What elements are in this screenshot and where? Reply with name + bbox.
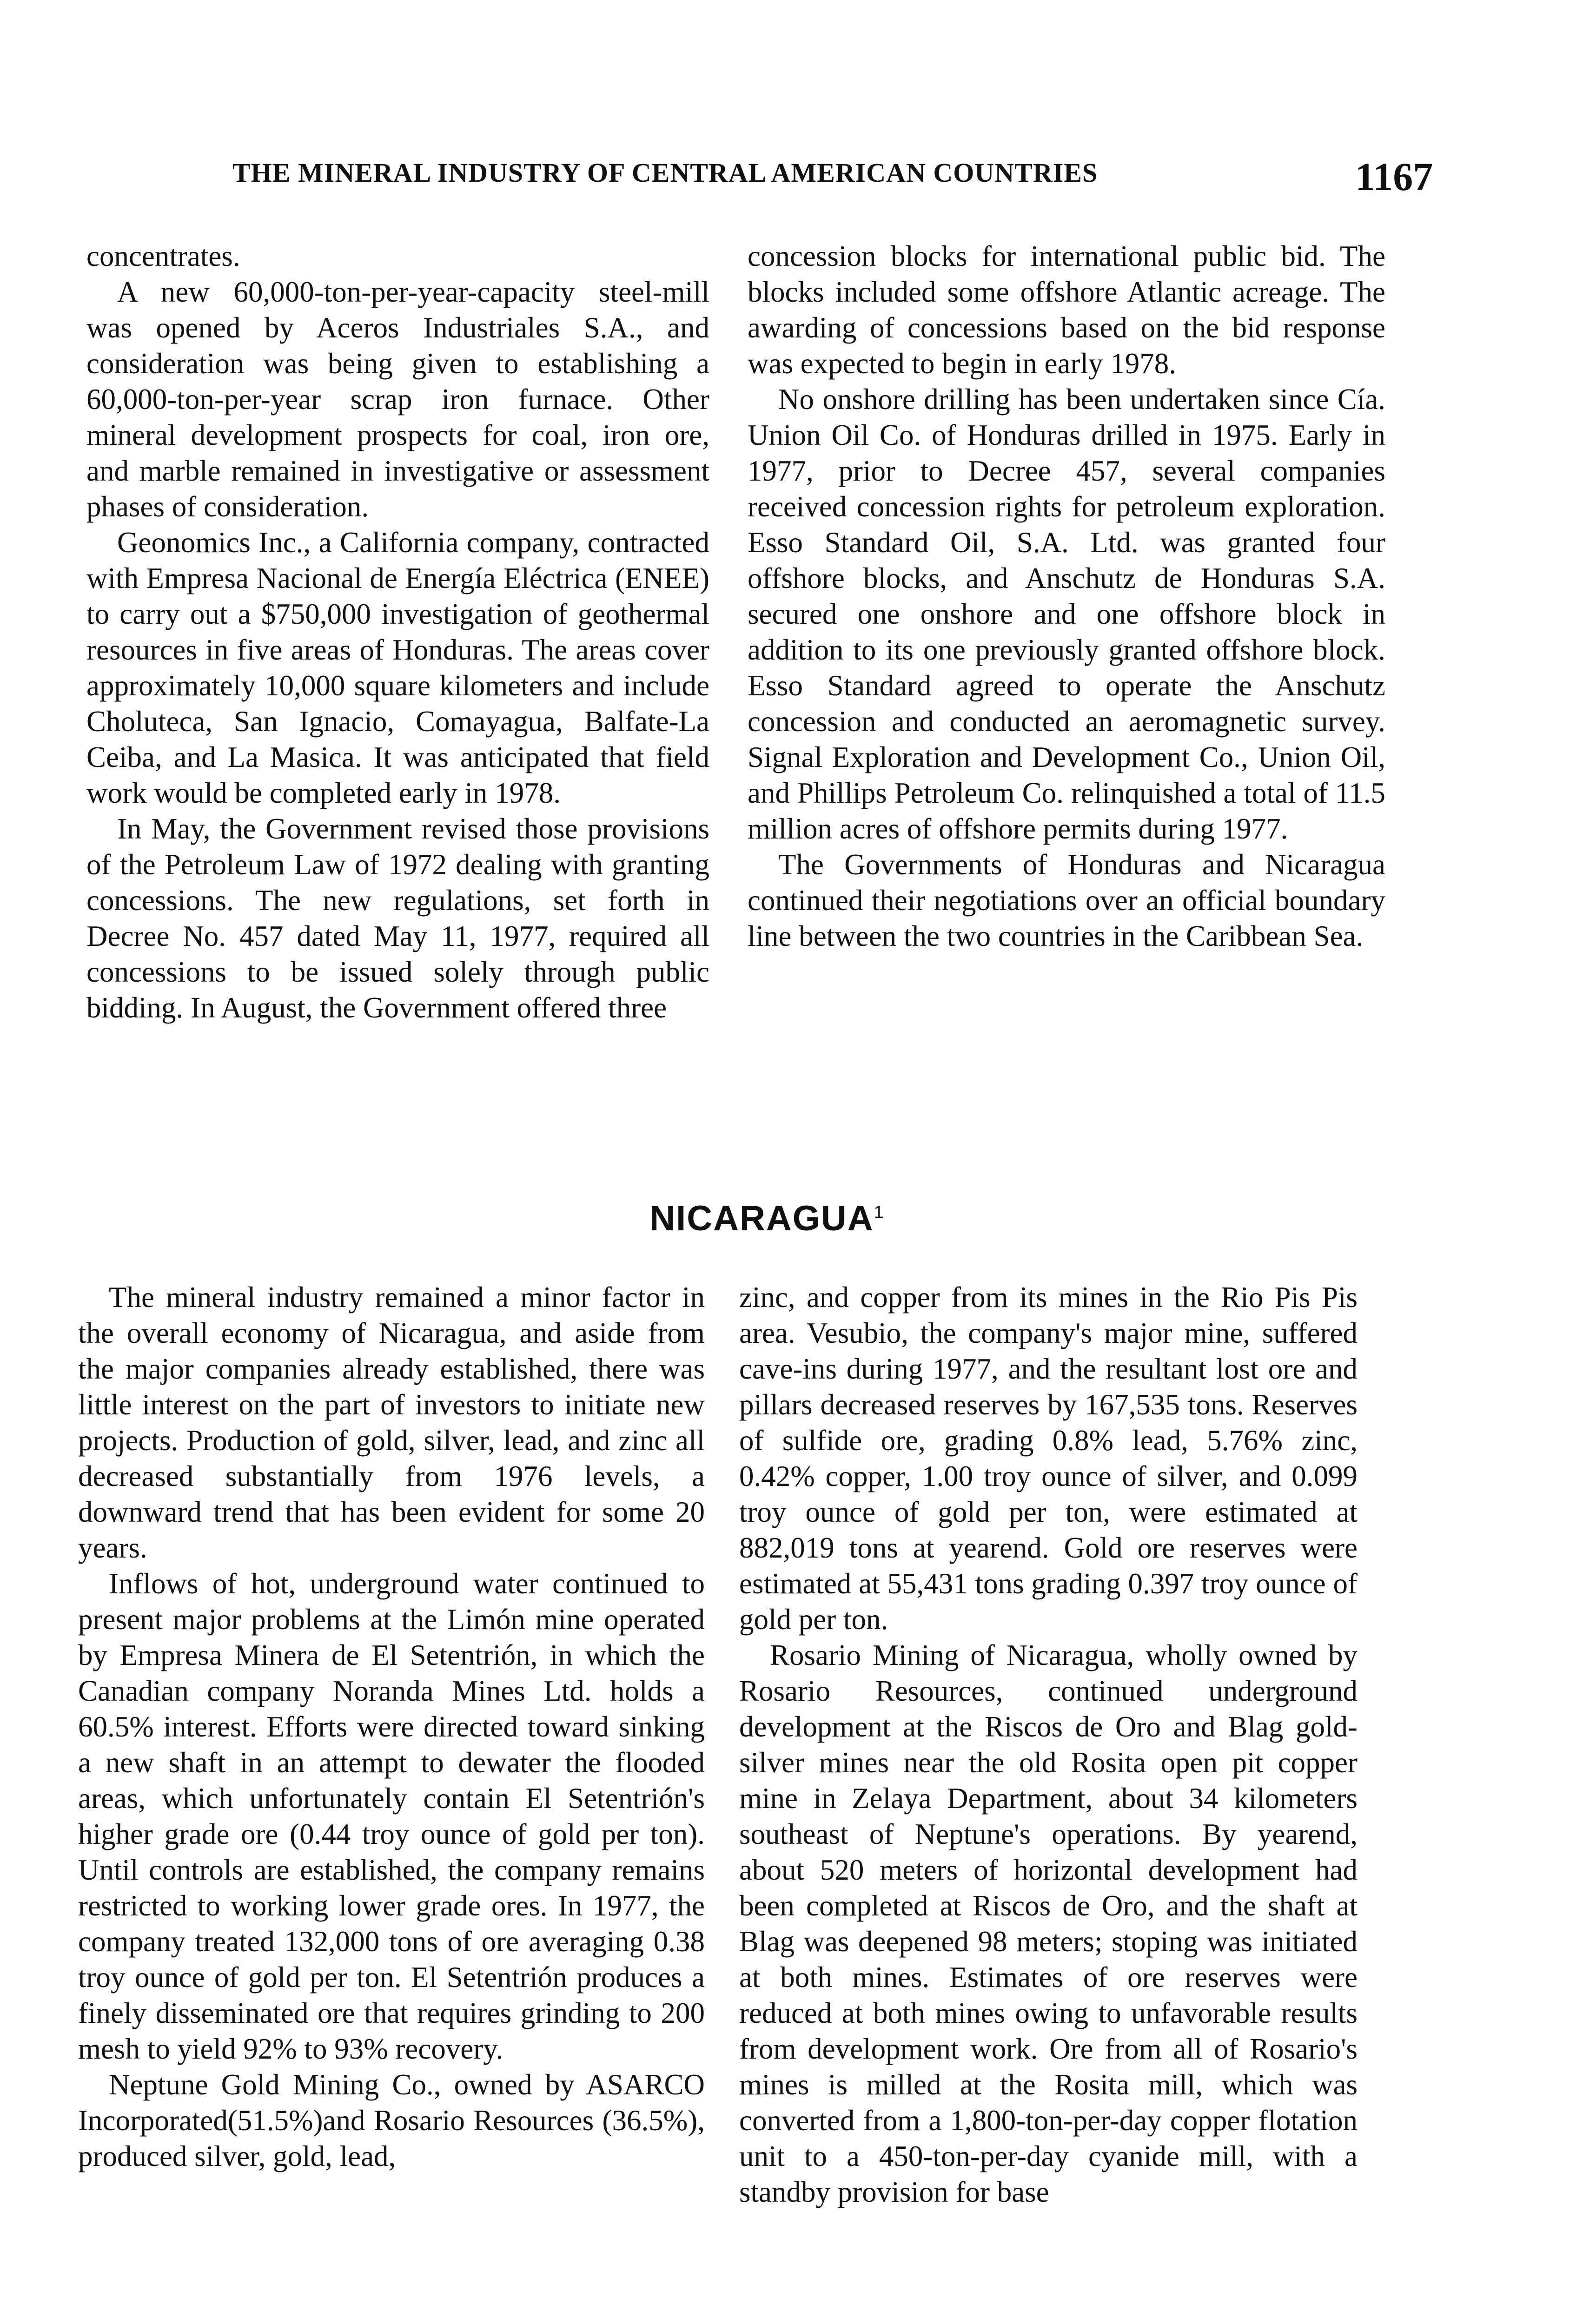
page-number: 1167 [1355,154,1433,199]
section-title-nicaragua [604,1198,930,1239]
honduras-left-column [86,238,709,1026]
paragraph: concentrates. [86,240,240,272]
section-title-text: NICARAGUA [649,1199,874,1238]
paragraph: Rosario Mining of Nicaragua, wholly owned by Rosario Resources, continued underground development at the Riscos de Oro and Blag gold-silver mines near the old Rosita open pit copper mine in Zelaya Department, about 34 kilometers southeast of Neptune's operations. By yearend, about 520 meters of horizontal development had been completed at Riscos de Oro, and the shaft at Blag was deepened 98 meters; stoping was initiated at both mines. Estimates of ore reserves were reduced at both mines owing to unfavorable results from development work. Ore from all of Rosario's mines is milled at the Rosita mill, which was converted from a 1,800-ton-per-day copper flotation unit to a 450-ton-per-day cyanide mill, with a standby provision for base [739,1639,1357,2208]
nicaragua-left-column [78,1280,705,2174]
paragraph: A new 60,000-ton-per-year-capacity steel-mill was opened by Aceros Industriales S.A., and consideration was being given to establishing a 60,000-ton-per-year scrap iron furnace. Other mineral development prospects for coal, iron ore, and marble remained in investigative or assessment phases of consideration. [86,276,709,523]
paragraph: zinc, and copper from its mines in the Rio Pis Pis area. Vesubio, the company's major mine, suffered cave-ins during 1977, and the resultant lost ore and pillars decreased reserves by 167,535 tons. Reserves of sulfide ore, grading 0.8% lead, 5.76% zinc, 0.42% copper, 1.00 troy ounce of silver, and 0.099 troy ounce of gold per ton, were estimated at 882,019 tons at yearend. Gold ore reserves were estimated at 55,431 tons grading 0.397 troy ounce of gold per ton. [739,1281,1357,1636]
paragraph: In May, the Government revised those provisions of the Petroleum Law of 1972 dealing with granting concessions. The new regulations, set forth in Decree No. 457 dated May 11, 1977, required all concessions to be issued solely through public bidding. In August, the Government offered three [86,812,709,1024]
paragraph: No onshore drilling has been undertaken since Cía. Union Oil Co. of Honduras drilled in 1975. Early in 1977, prior to Decree 457, several companies received concession rights for petroleum exploration. Esso Standard Oil, S.A. Ltd. was granted four offshore blocks, and Anschutz de Honduras S.A. secured one onshore and one offshore block in addition to its one previously granted offshore block. Esso Standard agreed to operate the Anschutz concession and conducted an aeromagnetic survey. Signal Exploration and Development Co., Union Oil, and Phillips Petroleum Co. relinquished a total of 11.5 million acres of offshore permits during 1977. [748,383,1385,845]
paragraph: Geonomics Inc., a California company, contracted with Empresa Nacional de Energía Eléctrica (ENEE) to carry out a $750,000 investigation of geothermal resources in five areas of Honduras. The areas cover approximately 10,000 square kilometers and include Choluteca, San Ignacio, Comayagua, Balfate-La Ceiba, and La Masica. It was anticipated that field work would be completed early in 1978. [86,526,709,809]
paragraph: The Governments of Honduras and Nicaragua continued their negotiations over an official boundary line between the two countries in the Caribbean Sea. [748,848,1385,952]
paragraph: concession blocks for international public bid. The blocks included some offshore Atlantic acreage. The awarding of concessions based on the bid response was expected to begin in early 1978. [748,240,1385,380]
nicaragua-right-column [739,1280,1357,2210]
honduras-right-column [748,238,1385,954]
footnote-marker: 1 [874,1202,885,1222]
paragraph: The mineral industry remained a minor factor in the overall economy of Nicaragua, and aside from the major companies already established, there was little interest on the part of investors to initiate new projects. Production of gold, silver, lead, and zinc all decreased substantially from 1976 levels, a downward trend that has been evident for some 20 years. [78,1281,705,1564]
paragraph: Neptune Gold Mining Co., owned by ASARCO Incorporated(51.5%)and Rosario Resources (36.5%), produced silver, gold, lead, [78,2068,705,2172]
paragraph: Inflows of hot, underground water continued to present major problems at the Limón mine operated by Empresa Minera de El Setentrión, in which the Canadian company Noranda Mines Ltd. holds a 60.5% interest. Efforts were directed toward sinking a new shaft in an attempt to dewater the flooded areas, which unfortunately contain El Setentrión's higher grade ore (0.44 troy ounce of gold per ton). Until controls are established, the company remains restricted to working lower grade ores. In 1977, the company treated 132,000 tons of ore averaging 0.38 troy ounce of gold per ton. El Setentrión produces a finely disseminated ore that requires grinding to 200 mesh to yield 92% to 93% recovery. [78,1567,705,2065]
running-head: THE MINERAL INDUSTRY OF CENTRAL AMERICAN COUNTRIES [232,158,1098,188]
